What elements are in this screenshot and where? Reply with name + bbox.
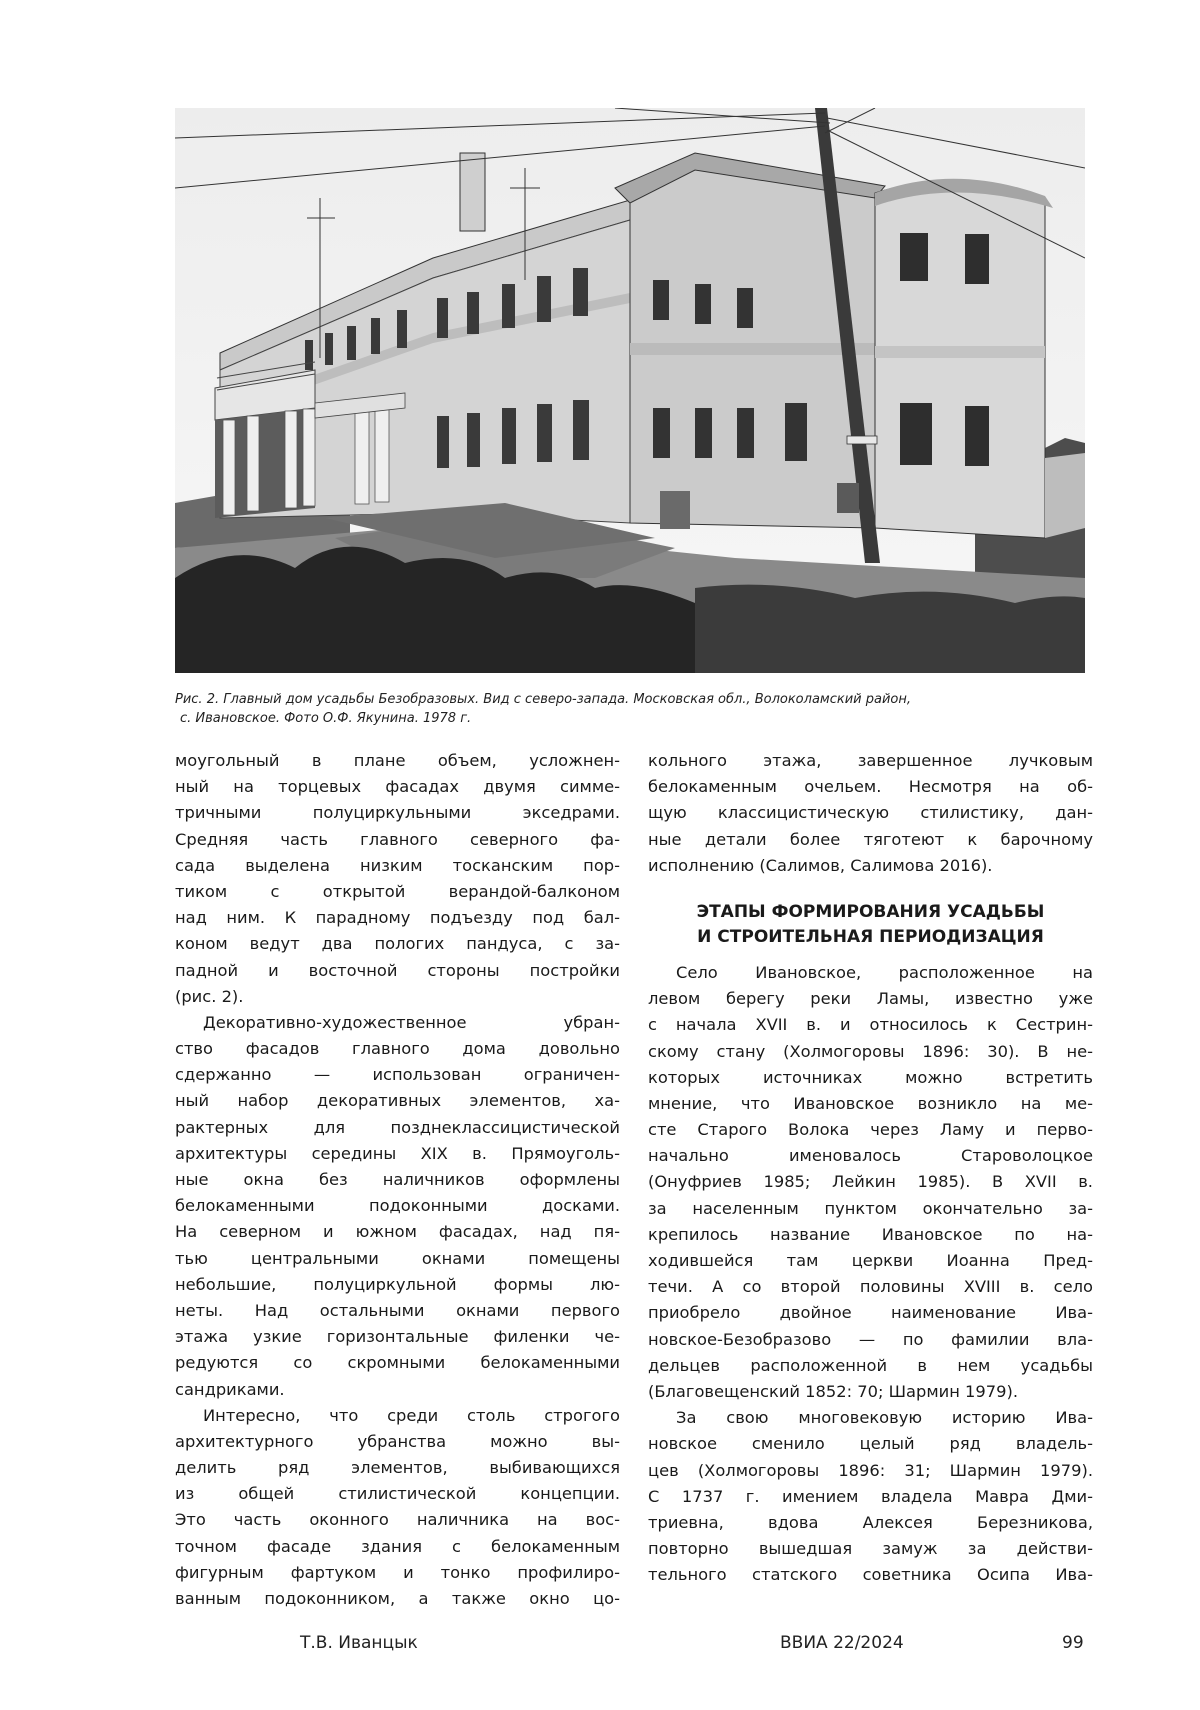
text-line: тью центральными окнами помещены (175, 1248, 620, 1268)
text-line: ванным подоконником, а также окно цо- (175, 1589, 620, 1608)
text-line: Декоративно-художественное убран- (203, 1012, 620, 1032)
text-line: сте Старого Волока через Ламу и перво- (648, 1120, 1093, 1140)
text-line: делить ряд элементов, выбивающихся (175, 1458, 620, 1478)
text-line: (Онуфриев 1985; Лейкин 1985). В XVII в. (648, 1172, 1093, 1192)
text-line: новское-Безобразово — по фамилии вла- (648, 1329, 1093, 1349)
text-line: Средняя часть главного северного фа- (175, 829, 620, 849)
text-line: крепилось название Ивановское по на- (648, 1224, 1093, 1244)
text-line: тиком с открытой верандой-балконом (175, 881, 620, 901)
figure-photo (175, 108, 1085, 673)
footer-journal: ВВИА 22/2024 (780, 1633, 904, 1653)
text-line: белокаменным очельем. Несмотря на об- (648, 777, 1093, 797)
text-line: моугольный в плане объем, усложнен- (175, 751, 620, 770)
section-heading (648, 900, 1093, 950)
text-line: архитектурного убранства можно вы- (175, 1431, 620, 1451)
footer-page-number: 99 (1062, 1633, 1084, 1653)
text-line: начально именовалось Староволоцкое (648, 1146, 1093, 1166)
text-line: ный набор декоративных элементов, ха- (175, 1091, 620, 1111)
text-line: за населенным пунктом окончательно за- (648, 1198, 1093, 1218)
text-line: скому стану (Холмогоровы 1896: 30). В не- (648, 1041, 1093, 1061)
text-line: белокаменными подоконными досками. (175, 1196, 620, 1216)
text-line: исполнению (Салимов, Салимова 2016). (648, 855, 993, 875)
text-line: рактерных для позднеклассицистической (175, 1117, 620, 1137)
text-line: падной и восточной стороны постройки (175, 960, 620, 980)
text-line: архитектуры середины XIX в. Прямоуголь- (175, 1143, 620, 1163)
text-line: Это часть оконного наличника на вос- (175, 1510, 620, 1530)
text-line: неты. Над остальными окнами первого (175, 1300, 620, 1320)
caption-line-2: с. Ивановское. Фото О.Ф. Якунина. 1978 г. (180, 711, 472, 726)
footer-author: Т.В. Иванцык (300, 1633, 418, 1653)
text-line: ные окна без наличников оформлены (175, 1170, 620, 1189)
right-column-top-text (648, 748, 1093, 879)
text-line: мнение, что Ивановское возникло на ме- (648, 1093, 1093, 1113)
text-line: дельцев расположенной в нем усадьбы (648, 1355, 1093, 1375)
text-line: ный на торцевых фасадах двумя симме- (175, 777, 620, 797)
text-line: Интересно, что среди столь строгого (203, 1405, 620, 1425)
text-line: (рис. 2). (175, 986, 244, 1006)
text-line: левом берегу реки Ламы, известно уже (648, 989, 1093, 1009)
text-line: ходившейся там церкви Иоанна Пред- (648, 1251, 1093, 1270)
text-line: течи. А со второй половины XVIII в. село (648, 1277, 1093, 1297)
section-heading-line-1: ЭТАПЫ ФОРМИРОВАНИЯ УСАДЬБЫ (696, 901, 1045, 922)
text-line: цев (Холмогоровы 1896: 31; Шармин 1979). (648, 1460, 1093, 1480)
right-column-bottom-text (648, 960, 1093, 1589)
left-column (175, 748, 620, 1612)
text-line: из общей стилистической концепции. (175, 1484, 620, 1504)
text-line: На северном и южном фасадах, над пя- (175, 1222, 620, 1242)
text-line: над ним. К парадному подъезду под бал- (175, 908, 620, 928)
text-line: повторно вышедшая замуж за действи- (648, 1539, 1093, 1559)
text-line: С 1737 г. имением владела Мавра Дми- (648, 1486, 1093, 1506)
text-line: коном ведут два пологих пандуса, с за- (175, 934, 620, 954)
section-heading-line-2: И СТРОИТЕЛЬНАЯ ПЕРИОДИЗАЦИЯ (697, 926, 1044, 947)
text-line: которых источниках можно встретить (648, 1067, 1093, 1087)
text-line: щую классицистическую стилистику, дан- (648, 803, 1093, 823)
text-line: тричными полуциркульными экседрами. (175, 803, 620, 823)
text-line: сада выделена низким тосканским пор- (175, 855, 620, 875)
text-line: этажа узкие горизонтальные филенки че- (175, 1327, 620, 1347)
text-line: новское сменило целый ряд владель- (648, 1434, 1093, 1454)
caption-line-1: Рис. 2. Главный дом усадьбы Безобразовых. Вид с северо-запада. Московская обл., Волоколамский район, (175, 692, 911, 707)
text-line: За свою многовековую историю Ива- (676, 1408, 1093, 1428)
text-line: ные детали более тяготеют к барочному (648, 829, 1093, 849)
text-line: сандриками. (175, 1379, 285, 1399)
right-column (648, 748, 1093, 1588)
text-line: фигурным фартуком и тонко профилиро- (175, 1562, 620, 1582)
text-line: ство фасадов главного дома довольно (175, 1039, 620, 1059)
text-line: с начала XVII в. и относилось к Сестрин- (648, 1015, 1093, 1035)
text-line: (Благовещенский 1852: 70; Шармин 1979). (648, 1381, 1018, 1401)
text-line: приобрело двойное наименование Ива- (648, 1303, 1093, 1323)
text-line: кольного этажа, завершенное лучковым (648, 751, 1093, 770)
text-line: триевна, вдова Алексея Березникова, (648, 1512, 1093, 1532)
text-line: небольшие, полуциркульной формы лю- (175, 1274, 620, 1294)
figure-caption (175, 690, 1075, 728)
text-line: тельного статского советника Осипа Ива- (648, 1565, 1093, 1585)
text-line: сдержанно — использован ограничен- (175, 1065, 620, 1085)
text-line: Село Ивановское, расположенное на (676, 962, 1093, 982)
text-line: редуются со скромными белокаменными (175, 1353, 620, 1373)
text-line: точном фасаде здания с белокаменным (175, 1536, 620, 1556)
